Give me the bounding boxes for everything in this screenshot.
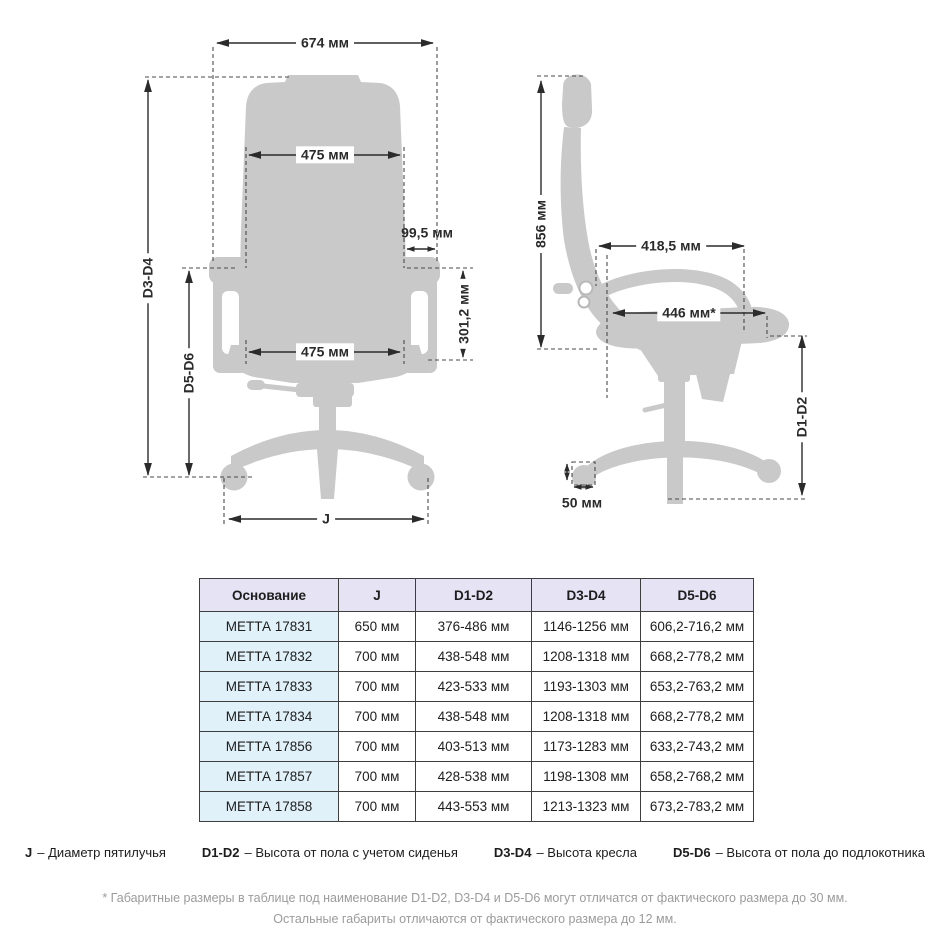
value-cell: 668,2-778,2 мм bbox=[641, 702, 754, 732]
legend-item-d5d6 bbox=[673, 845, 925, 860]
dim-armrest-offset: 99,5 мм bbox=[401, 224, 453, 241]
value-cell: 1208-1318 мм bbox=[532, 702, 641, 732]
dim-seat-depth: 446 мм* bbox=[657, 304, 720, 321]
value-cell: 700 мм bbox=[339, 672, 416, 702]
col-header-d5d6: D5-D6 bbox=[641, 579, 754, 612]
value-cell: 1198-1308 мм bbox=[532, 762, 641, 792]
value-cell: 700 мм bbox=[339, 792, 416, 822]
value-cell: 376-486 мм bbox=[416, 612, 532, 642]
ref-d5d6: D5-D6 bbox=[180, 348, 197, 398]
legend-term: D5-D6 bbox=[673, 845, 711, 860]
side-knob-arm bbox=[553, 283, 573, 294]
model-cell: МЕТТА 17832 bbox=[200, 642, 339, 672]
value-cell: 1146-1256 мм bbox=[532, 612, 641, 642]
value-cell: 673,2-783,2 мм bbox=[641, 792, 754, 822]
dim-backrest-height: 856 мм bbox=[532, 195, 549, 253]
table-row bbox=[200, 762, 754, 792]
side-headrest bbox=[562, 75, 592, 128]
side-view-chair bbox=[553, 75, 789, 504]
spec-table-wrap bbox=[199, 578, 754, 822]
footnote bbox=[0, 888, 950, 931]
model-cell: МЕТТА 17856 bbox=[200, 732, 339, 762]
value-cell: 423-533 мм bbox=[416, 672, 532, 702]
ref-d3d4: D3-D4 bbox=[139, 253, 156, 303]
model-cell: МЕТТА 17831 bbox=[200, 612, 339, 642]
value-cell: 633,2-743,2 мм bbox=[641, 732, 754, 762]
dim-caster-size: 50 мм bbox=[561, 494, 603, 511]
value-cell: 700 мм bbox=[339, 732, 416, 762]
value-cell: 668,2-778,2 мм bbox=[641, 642, 754, 672]
value-cell: 1193-1303 мм bbox=[532, 672, 641, 702]
model-cell: МЕТТА 17857 bbox=[200, 762, 339, 792]
side-right-caster bbox=[757, 459, 781, 483]
legend-term: J bbox=[25, 845, 33, 860]
table-row bbox=[200, 792, 754, 822]
legend-term: D3-D4 bbox=[493, 845, 532, 860]
legend-item-j bbox=[25, 845, 166, 860]
table-row bbox=[200, 642, 754, 672]
legend-item-d3d4 bbox=[494, 845, 637, 860]
legend-desc: – Высота кресла bbox=[536, 845, 637, 860]
value-cell: 700 мм bbox=[339, 762, 416, 792]
dim-overall-width: 674 мм bbox=[296, 34, 354, 51]
legend-item-d1d2 bbox=[202, 845, 458, 860]
value-cell: 1208-1318 мм bbox=[532, 642, 641, 672]
front-lever bbox=[263, 386, 300, 390]
value-cell: 428-538 мм bbox=[416, 762, 532, 792]
front-right-caster bbox=[408, 464, 435, 491]
col-header-base: Основание bbox=[200, 579, 339, 612]
legend-term: D1-D2 bbox=[201, 845, 240, 860]
value-cell: 606,2-716,2 мм bbox=[641, 612, 754, 642]
value-cell: 650 мм bbox=[339, 612, 416, 642]
value-cell: 658,2-768,2 мм bbox=[641, 762, 754, 792]
spec-table bbox=[199, 578, 754, 822]
col-header-d3d4: D3-D4 bbox=[532, 579, 641, 612]
side-knob-ring bbox=[580, 282, 593, 295]
value-cell: 700 мм bbox=[339, 642, 416, 672]
dim-back-to-armrest: 418,5 мм bbox=[636, 237, 706, 254]
ref-d1d2: D1-D2 bbox=[793, 392, 810, 442]
footnote-line1: * Габаритные размеры в таблице под наименование D1-D2, D3-D4 и D5-D6 могут отличатся от фактического размера до 30 мм. bbox=[102, 891, 848, 905]
footnote-line2: Остальные габариты отличаются от фактического размера до 12 мм. bbox=[273, 912, 677, 927]
table-row bbox=[200, 612, 754, 642]
legend-desc: – Высота от пола с учетом сиденья bbox=[244, 845, 458, 860]
value-cell: 653,2-763,2 мм bbox=[641, 672, 754, 702]
legend-desc: – Диаметр пятилучья bbox=[37, 845, 166, 860]
front-backrest bbox=[240, 75, 406, 357]
spec-table-body bbox=[200, 612, 754, 822]
model-cell: МЕТТА 17833 bbox=[200, 672, 339, 702]
col-header-j: J bbox=[339, 579, 416, 612]
table-row bbox=[200, 702, 754, 732]
value-cell: 443-553 мм bbox=[416, 792, 532, 822]
dim-armrest-height: 301,2 мм bbox=[455, 279, 472, 349]
value-cell: 700 мм bbox=[339, 702, 416, 732]
dim-backrest-width: 475 мм bbox=[296, 146, 354, 163]
legend-desc: – Высота от пола до подлокотника bbox=[715, 845, 925, 860]
legend bbox=[0, 845, 950, 860]
model-cell: МЕТТА 17834 bbox=[200, 702, 339, 732]
value-cell: 438-548 мм bbox=[416, 702, 532, 732]
col-header-d1d2: D1-D2 bbox=[416, 579, 532, 612]
ref-base-diameter: J bbox=[317, 510, 335, 527]
side-knob-ring bbox=[579, 297, 590, 308]
value-cell: 403-513 мм bbox=[416, 732, 532, 762]
value-cell: 1173-1283 мм bbox=[532, 732, 641, 762]
value-cell: 438-548 мм bbox=[416, 642, 532, 672]
table-row bbox=[200, 672, 754, 702]
front-view-chair bbox=[209, 75, 440, 499]
table-row bbox=[200, 732, 754, 762]
model-cell: МЕТТА 17858 bbox=[200, 792, 339, 822]
value-cell: 1213-1323 мм bbox=[532, 792, 641, 822]
dim-seat-width: 475 мм bbox=[296, 343, 354, 360]
table-header-row bbox=[200, 579, 754, 612]
